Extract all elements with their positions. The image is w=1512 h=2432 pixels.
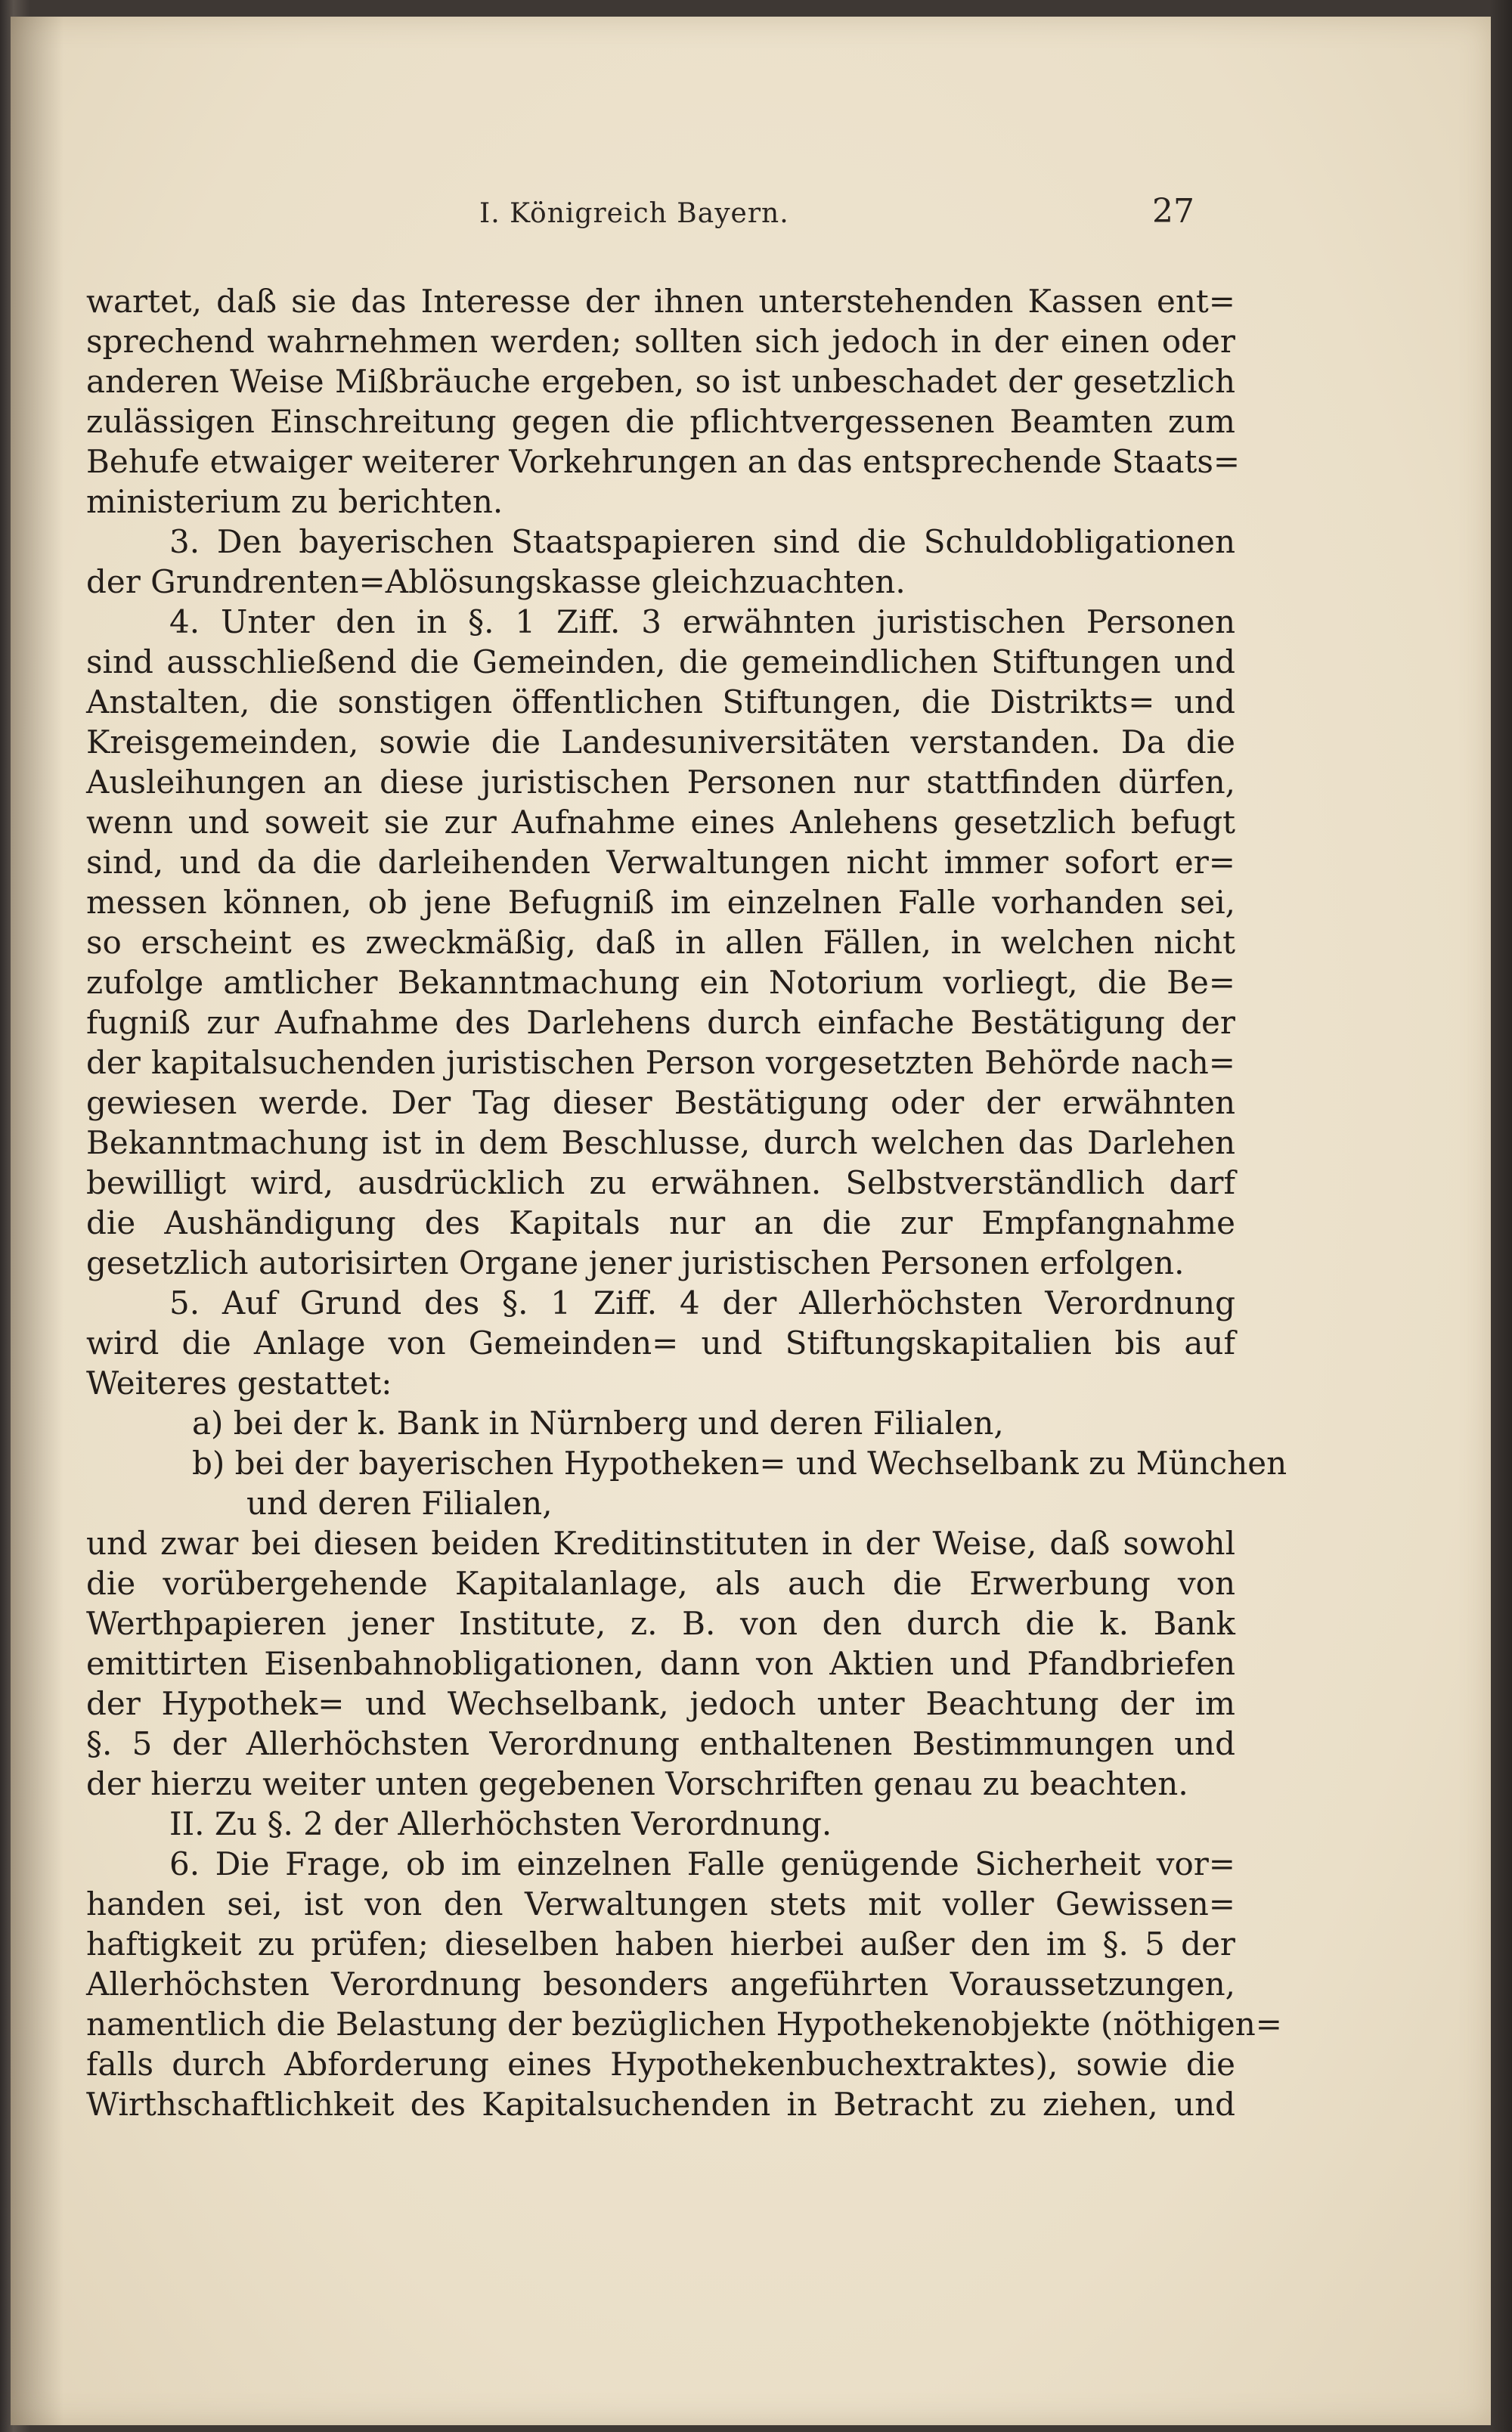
text-line: sind ausschließend die Gemeinden, die gemeindlichen Stiftungen und <box>86 643 1235 680</box>
text-line: der kapitalsuchenden juristischen Person vorgesetzten Behörde nach= <box>86 1044 1235 1081</box>
text-line: Ausleihungen an diese juristischen Personen nur stattfinden dürfen, <box>86 764 1235 801</box>
text-line: bewilligt wird, ausdrücklich zu erwähnen. Selbstverständlich darf <box>86 1164 1235 1201</box>
book-page <box>11 17 1491 2425</box>
list-item-a: a) bei der k. Bank in Nürnberg und deren Filialen, <box>192 1405 1004 1442</box>
text-line: Kreisgemeinden, sowie die Landesuniversitäten verstanden. Da die <box>86 723 1235 761</box>
text-line: gesetzlich autorisirten Organe jener juristischen Personen erfolgen. <box>86 1244 1185 1281</box>
paragraph-start-5: 5. Auf Grund des §. 1 Ziff. 4 der Allerhöchsten Verordnung <box>169 1284 1235 1321</box>
text-line: zulässigen Einschreitung gegen die pflichtvergessenen Beamten zum <box>86 403 1235 440</box>
text-line: wenn und soweit sie zur Aufnahme eines Anlehens gesetzlich befugt <box>86 804 1235 841</box>
text-line: handen sei, ist von den Verwaltungen stets mit voller Gewissen= <box>86 1885 1235 1922</box>
text-line: der Hypothek= und Wechselbank, jedoch unter Beachtung der im <box>86 1685 1235 1722</box>
list-item-b-continuation: und deren Filialen, <box>246 1485 553 1522</box>
text-line: zufolge amtlicher Bekanntmachung ein Notorium vorliegt, die Be= <box>86 964 1235 1001</box>
text-line: Weiteres gestattet: <box>86 1365 392 1402</box>
text-line: sprechend wahrnehmen werden; sollten sich jedoch in der einen oder <box>86 323 1235 360</box>
list-item-b: b) bei der bayerischen Hypotheken= und Wechselbank zu München <box>192 1445 1287 1482</box>
text-line: anderen Weise Mißbräuche ergeben, so ist unbeschadet der gesetzlich <box>86 363 1235 400</box>
text-line: gewiesen werde. Der Tag dieser Bestätigung oder der erwähnten <box>86 1084 1235 1121</box>
paragraph-start-4: 4. Unter den in §. 1 Ziff. 3 erwähnten juristischen Personen <box>169 603 1235 640</box>
text-line: der hierzu weiter unten gegebenen Vorschriften genau zu beachten. <box>86 1765 1188 1802</box>
text-line: so erscheint es zweckmäßig, daß in allen Fällen, in welchen nicht <box>86 924 1235 961</box>
text-line: ministerium zu berichten. <box>86 483 503 520</box>
text-line: §. 5 der Allerhöchsten Verordnung enthaltenen Bestimmungen und <box>86 1725 1235 1762</box>
running-head: I. Königreich Bayern. <box>479 198 789 229</box>
page-body <box>86 281 1287 2124</box>
text-line: wartet, daß sie das Interesse der ihnen unterstehenden Kassen ent= <box>86 283 1235 320</box>
text-line: Wirthschaftlichkeit des Kapitalsuchenden in Betracht zu ziehen, und <box>86 2086 1235 2123</box>
text-line: haftigkeit zu prüfen; dieselben haben hierbei außer den im §. 5 der <box>86 1925 1235 1963</box>
text-line: Bekanntmachung ist in dem Beschlusse, durch welchen das Darlehen <box>86 1124 1235 1161</box>
text-line: namentlich die Belastung der bezüglichen Hypothekenobjekte (nöthigen= <box>86 2006 1282 2043</box>
text-line: messen können, ob jene Befugniß im einzelnen Falle vorhanden sei, <box>86 884 1235 921</box>
text-line: falls durch Abforderung eines Hypothekenbuchextraktes), sowie die <box>86 2046 1235 2083</box>
text-line: Allerhöchsten Verordnung besonders angeführten Voraussetzungen, <box>86 1966 1235 2003</box>
page-header <box>11 192 1491 237</box>
text-line: fugniß zur Aufnahme des Darlehens durch einfache Bestätigung der <box>86 1004 1235 1041</box>
text-line: und zwar bei diesen beiden Kreditinstituten in der Weise, daß sowohl <box>86 1525 1235 1562</box>
section-heading-II: II. Zu §. 2 der Allerhöchsten Verordnung. <box>169 1805 832 1842</box>
text-line: emittirten Eisenbahnobligationen, dann von Aktien und Pfandbriefen <box>86 1645 1235 1682</box>
text-line: Anstalten, die sonstigen öffentlichen Stiftungen, die Distrikts= und <box>86 683 1235 720</box>
page-number: 27 <box>1152 192 1194 231</box>
text-line: Behufe etwaiger weiterer Vorkehrungen an das entsprechende Staats= <box>86 443 1241 480</box>
paragraph-start-6: 6. Die Frage, ob im einzelnen Falle genügende Sicherheit vor= <box>169 1845 1235 1882</box>
text-line: Werthpapieren jener Institute, z. B. von den durch die k. Bank <box>86 1605 1235 1642</box>
text-line: der Grundrenten=Ablösungskasse gleichzuachten. <box>86 563 906 600</box>
text-line: die vorübergehende Kapitalanlage, als auch die Erwerbung von <box>86 1565 1235 1602</box>
text-line: sind, und da die darleihenden Verwaltungen nicht immer sofort er= <box>86 844 1235 881</box>
paragraph-start-3: 3. Den bayerischen Staatspapieren sind die Schuldobligationen <box>169 523 1235 560</box>
spine-shadow <box>11 17 64 2425</box>
text-line: die Aushändigung des Kapitals nur an die zur Empfangnahme <box>86 1204 1235 1241</box>
text-line: wird die Anlage von Gemeinden= und Stiftungskapitalien bis auf <box>86 1324 1235 1362</box>
